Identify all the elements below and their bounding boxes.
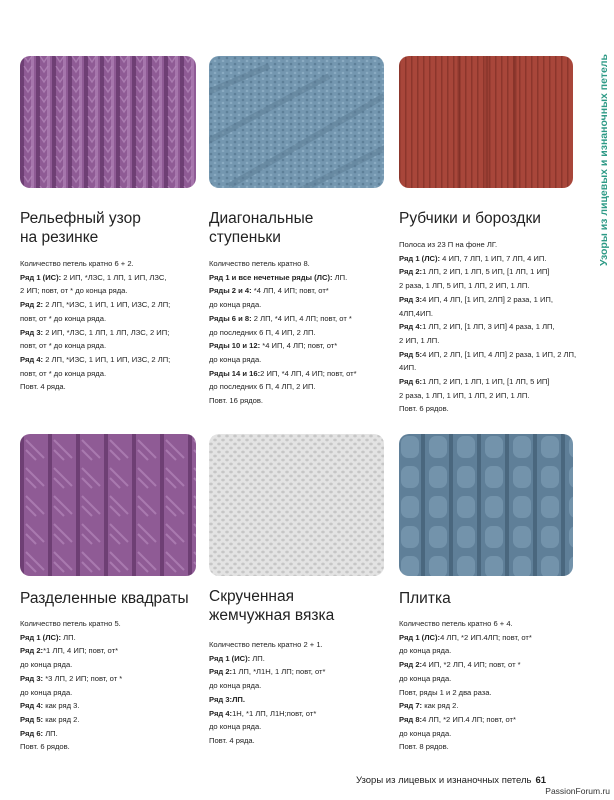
title-line: Диагональные <box>209 210 314 227</box>
row-text: до конца ряда. <box>20 660 73 670</box>
row-text: *3 ЛП, 2 ИП; повт, от * <box>43 673 123 683</box>
row-text: 4 ЛП, *2 ИП.4ЛП; повт, от* <box>440 632 532 642</box>
instruction-line <box>209 652 325 666</box>
row-text: до конца ряда. <box>209 722 262 732</box>
instruction-line <box>399 307 576 321</box>
instruction-line <box>399 320 576 334</box>
instruction-line <box>399 617 532 631</box>
instruction-line <box>399 375 576 389</box>
title-line: Разделенные квадраты <box>20 590 189 607</box>
row-text: 2 ИП; повт, от * до конца ряда. <box>20 286 128 296</box>
instruction-line <box>209 665 325 679</box>
row-text: как ряд 3. <box>43 701 80 711</box>
row-text: до конца ряда. <box>209 300 262 310</box>
row-text: 1Н, *1 ЛП, Л1Н;повт, от* <box>232 708 317 718</box>
instruction-line <box>399 361 576 375</box>
instruction-line <box>399 727 532 741</box>
row-text: 4ИП. <box>399 363 417 373</box>
side-running-title: Узоры из лицевых и изнаночных петель <box>598 54 610 266</box>
row-label: Ряд 2: <box>209 667 233 677</box>
instruction-line <box>399 631 532 645</box>
instruction-line <box>209 394 357 408</box>
page-number: 61 <box>535 775 547 786</box>
pattern-title-2 <box>209 209 313 247</box>
instruction-line <box>209 326 357 340</box>
watermark: PassionForum.ru <box>545 786 610 796</box>
row-text: до последних 6 П, 4 ЛП, 2 ИП. <box>209 382 316 392</box>
row-label: Ряд 3: <box>20 327 44 337</box>
instruction-line <box>209 312 357 326</box>
row-label: Ряд 4: <box>20 354 44 364</box>
instruction-line <box>20 727 122 741</box>
row-label: Ряд 6: <box>20 728 44 738</box>
instruction-line <box>20 367 170 381</box>
row-text: до конца ряда. <box>399 646 452 656</box>
instruction-line <box>20 271 170 285</box>
row-label: Ряд 2: <box>399 267 423 277</box>
row-text: Полоса из 23 П на фоне ЛГ. <box>399 240 498 249</box>
row-label: Ряд 1 (ИС): <box>209 653 251 663</box>
row-text: Повт. 4 ряда. <box>20 382 66 392</box>
swatch-twisted-seed <box>209 434 384 576</box>
row-text: как ряд 2. <box>422 701 459 711</box>
row-text: 1 ЛП, 2 ИП, 1 ЛП, 1 ИП, [1 ЛП, 5 ИП] <box>422 377 550 387</box>
row-text: 4 ИП, 7 ЛП, 1 ИП, 7 ЛП, 4 ИП. <box>440 253 547 263</box>
instruction-line <box>399 699 532 713</box>
row-label: Ряд 2: <box>20 646 44 656</box>
instruction-line <box>209 298 357 312</box>
title-line: жемчужная вязка <box>209 607 335 624</box>
row-text: 4 ИП, *2 ЛП, 4 ИП; повт, от * <box>422 660 521 670</box>
instruction-line <box>209 693 325 707</box>
instruction-line <box>399 334 576 348</box>
row-text: 2 раза, 1 ЛП, 5 ИП, 1 ЛП, 2 ИП, 1 ЛП. <box>399 281 530 291</box>
row-text: Повт, ряды 1 и 2 два раза. <box>399 687 492 697</box>
row-text: 2 ИП, *4 ЛП, 4 ИП; повт, от* <box>260 368 357 378</box>
instruction-line <box>399 389 576 403</box>
title-line: Плитка <box>399 590 451 607</box>
row-label: Ряд 1 (ИС): <box>20 272 62 282</box>
pattern-instructions-1 <box>20 257 170 394</box>
instruction-line <box>20 713 122 727</box>
row-label: Ряд 5: <box>20 714 44 724</box>
row-text: как ряд 2. <box>43 714 80 724</box>
row-label: Ряд 2: <box>399 660 423 670</box>
instruction-line <box>20 326 170 340</box>
row-label: Ряд 3: <box>20 673 44 683</box>
row-label: Ряд 1 и все нечетные ряды (ЛС): <box>209 272 333 282</box>
instruction-line <box>209 638 325 652</box>
instruction-line <box>399 402 576 416</box>
row-text: ЛП. <box>43 728 58 738</box>
instruction-line <box>399 658 532 672</box>
row-label: Ряды 14 и 16: <box>209 368 261 378</box>
row-text: до последних 6 П, 4 ИП, 2 ЛП. <box>209 327 316 337</box>
pattern-title-3 <box>399 209 541 228</box>
row-text: *1 ЛП, 4 ИП; повт, от* <box>43 646 119 656</box>
instruction-line <box>209 353 357 367</box>
pattern-instructions-5 <box>209 638 325 748</box>
instruction-line <box>20 298 170 312</box>
pattern-title-1 <box>20 209 141 247</box>
row-label: Ряды 2 и 4: <box>209 286 252 296</box>
row-text: 2 ИП, *ЛЗС, 1 ЛП, 1 ИП, ЛЗС, <box>61 272 167 282</box>
instruction-line <box>399 293 576 307</box>
row-text: Количество петель кратно 6 + 4. <box>399 619 513 628</box>
instruction-line <box>399 252 576 266</box>
row-text: ЛП. <box>61 632 76 642</box>
pattern-instructions-6 <box>399 617 532 754</box>
row-text: Повт. 6 рядов. <box>399 404 449 414</box>
instruction-line <box>399 686 532 700</box>
row-label: Ряд 3: <box>399 294 423 304</box>
row-text: повт, от * до конца ряда. <box>20 368 107 378</box>
swatch-tile <box>399 434 573 576</box>
row-text: 4 ЛП, *2 ИП.4 ЛП; повт, от* <box>422 714 516 724</box>
instruction-line <box>20 631 122 645</box>
row-label: Ряд 1 (ЛС): <box>399 253 441 263</box>
title-line: Рельефный узор <box>20 210 141 227</box>
pattern-instructions-2 <box>209 257 357 408</box>
instruction-line <box>399 348 576 362</box>
pattern-title-5 <box>209 587 334 625</box>
row-label: Ряд 7: <box>399 701 423 711</box>
instruction-line <box>209 339 357 353</box>
instruction-line <box>209 367 357 381</box>
row-text: до конца ряда. <box>209 681 262 691</box>
row-text: Количество петель кратно 6 + 2. <box>20 259 134 268</box>
row-text: 1 ЛП, *Л1Н, 1 ЛП; повт, от* <box>232 667 326 677</box>
row-text: Количество петель кратно 5. <box>20 619 121 628</box>
swatch-divided-squares <box>20 434 196 576</box>
instruction-line <box>20 617 122 631</box>
instruction-line <box>20 380 170 394</box>
page-footer <box>356 775 546 786</box>
pattern-instructions-3 <box>399 238 576 416</box>
row-label: Ряд 8: <box>399 714 423 724</box>
swatch-ribbed-relief <box>20 56 196 188</box>
row-text: ЛП. <box>250 653 265 663</box>
instruction-line <box>399 740 532 754</box>
row-label: Ряд 4: <box>209 708 233 718</box>
instruction-line <box>209 284 357 298</box>
row-label: Ряд 2: <box>20 300 44 310</box>
instruction-line <box>20 672 122 686</box>
instruction-line <box>209 380 357 394</box>
instruction-line <box>399 644 532 658</box>
row-text: *4 ИП, 4 ЛП; повт, от* <box>260 341 338 351</box>
instruction-line <box>399 238 576 252</box>
row-text: Повт. 6 рядов. <box>20 742 70 752</box>
pattern-instructions-4 <box>20 617 122 754</box>
row-text: ЛП. <box>332 272 348 282</box>
row-text: 2 ИП, *ЛЗС, 1 ЛП, 1 ЛП, ЛЗС, 2 ИП; <box>43 327 170 337</box>
instruction-line <box>399 713 532 727</box>
row-label: Ряды 6 и 8: <box>209 313 252 323</box>
instruction-line <box>20 312 170 326</box>
pattern-title-6 <box>399 589 451 608</box>
row-label: Ряд 3:ЛП. <box>209 694 245 704</box>
instruction-line <box>209 257 357 271</box>
row-text: 2 раза, 1 ЛП, 1 ИП, 1 ЛП, 2 ИП, 1 ЛП. <box>399 390 530 400</box>
row-label: Ряды 10 и 12: <box>209 341 261 351</box>
row-label: Ряд 4: <box>20 701 44 711</box>
instruction-line <box>399 672 532 686</box>
instruction-line <box>20 353 170 367</box>
instruction-line <box>209 720 325 734</box>
instruction-line <box>20 658 122 672</box>
instruction-line <box>20 699 122 713</box>
row-text: до конца ряда. <box>399 728 452 738</box>
row-text: до конца ряда. <box>209 354 262 364</box>
title-line: Рубчики и бороздки <box>399 210 541 227</box>
instruction-line <box>399 279 576 293</box>
row-label: Ряд 5: <box>399 349 423 359</box>
row-text: Количество петель кратно 2 + 1. <box>209 640 323 649</box>
row-text: Количество петель кратно 8. <box>209 259 310 268</box>
row-text: повт, от * до конца ряда. <box>20 341 107 351</box>
instruction-line <box>20 740 122 754</box>
row-text: *4 ЛП, 4 ИП; повт, от* <box>251 286 329 296</box>
swatch-diagonal-steps <box>209 56 384 188</box>
instruction-line <box>20 257 170 271</box>
instruction-line <box>20 686 122 700</box>
row-text: до конца ряда. <box>399 673 452 683</box>
row-label: Ряд 4: <box>399 322 423 332</box>
footer-text: Узоры из лицевых и изнаночных петель <box>356 775 532 786</box>
row-text: 1 ЛП, 2 ИП, [1 ЛП, 3 ИП] 4 раза, 1 ЛП, <box>422 322 555 332</box>
instruction-line <box>20 644 122 658</box>
row-text: Повт. 16 рядов. <box>209 396 264 406</box>
instruction-line <box>209 734 325 748</box>
row-text: 2 ЛП, *4 ИП, 4 ЛП; повт, от * <box>251 313 352 323</box>
row-text: Повт. 4 ряда. <box>209 735 255 745</box>
row-text: 2 ЛП, *ИЗС, 1 ИП, 1 ИП, ИЗС, 2 ЛП; <box>43 354 171 364</box>
instruction-line <box>20 284 170 298</box>
row-label: Ряд 1 (ЛС): <box>399 632 441 642</box>
row-text: 4 ИП, 4 ЛП, [1 ИП, 2ЛП] 2 раза, 1 ИП, <box>422 294 553 304</box>
row-text: Повт. 8 рядов. <box>399 742 449 752</box>
instruction-line <box>209 271 357 285</box>
row-label: Ряд 1 (ЛС): <box>20 632 62 642</box>
row-label: Ряд 6: <box>399 377 423 387</box>
instruction-line <box>399 265 576 279</box>
row-text: 1 ЛП, 2 ИП, 1 ЛП, 5 ИП, [1 ЛП, 1 ИП] <box>422 267 550 277</box>
swatch-ribs-and-grooves <box>399 56 573 188</box>
row-text: 4 ИП, 2 ЛП, [1 ИП, 4 ЛП] 2 раза, 1 ИП, 2 ЛП, <box>422 349 577 359</box>
row-text: 4ЛП,4ИП. <box>399 308 434 318</box>
instruction-line <box>209 707 325 721</box>
title-line: Скрученная <box>209 588 295 605</box>
title-line: на резинке <box>20 229 99 246</box>
row-text: повт, от * до конца ряда. <box>20 313 107 323</box>
row-text: до конца ряда. <box>20 687 73 697</box>
row-text: 2 ЛП, *ИЗС, 1 ИП, 1 ИП, ИЗС, 2 ЛП; <box>43 300 171 310</box>
instruction-line <box>209 679 325 693</box>
title-line: ступеньки <box>209 229 281 246</box>
instruction-line <box>20 339 170 353</box>
row-text: 2 ИП, 1 ЛП. <box>399 335 440 345</box>
pattern-title-4 <box>20 589 189 608</box>
